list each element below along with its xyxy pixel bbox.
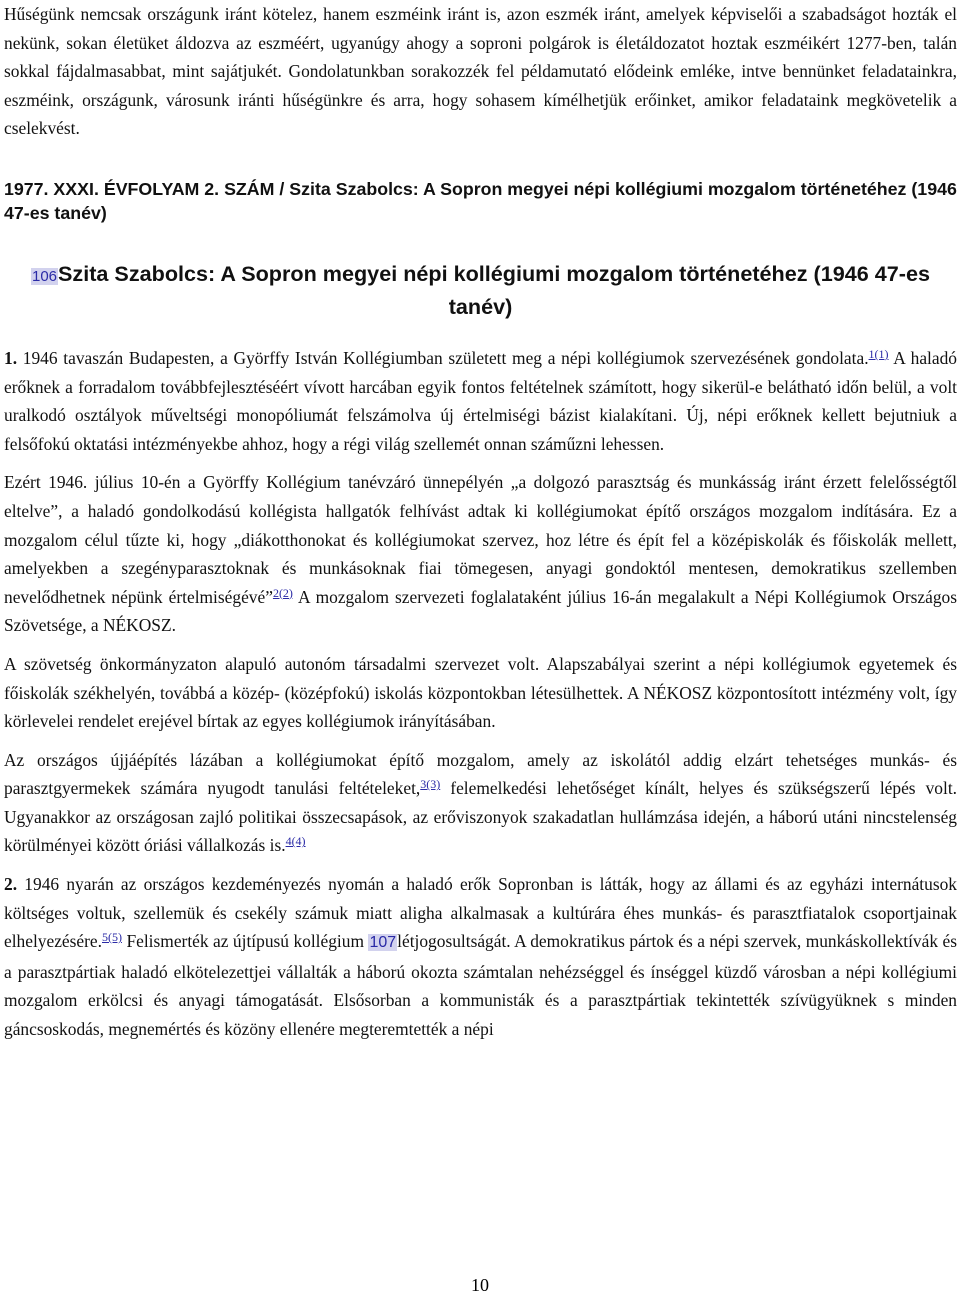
article-title: [4, 259, 957, 322]
paragraph-2-text-a: Ezért 1946. július 10-én a Györffy Kollégium tanévzáró ünnepélyén „a dolgozó parasztság és munkásság iránt érzett felelősségtől eltelve”, a haladó gondolkodású kollégista hallgatók felhívást adtak ki kollégiumokat építő országos mozgalom indítására. Ez a mozgalom célul tűzte ki, hogy „diákotthonokat és kollégiumokat szervez, hoz létre és épít fel a középiskolák és főiskolák mellett, amelyekben a szegényparasztoknak és munkásoknak fiai tömegesen, anyagi gondoktól mentesen, demokratikus szellemben nevelődhetnek népünk értelmiségévé”: [4, 472, 957, 607]
paragraph-1-text-b: A haladó erőknek a forradalom továbbfejlesztéséért vívott harcában egyik fontos feltételnek számított, hogy sikerül-e belátható időn belül, a volt uralkodó osztályok műveltségi monopóliumát felszámolva új értelmiségi bázist kialakítani. Új, népi erőknek kellett bejutniuk a felsőfokú oktatási intézményekbe ahhoz, hogy a régi világ szellemét onnan száműzni lehessen.: [4, 347, 957, 454]
footnote-link-2[interactable]: 2(2): [272, 585, 293, 600]
paragraph-1-text-a: 1946 tavaszán Budapesten, a Györffy István Kollégiumban született meg a népi kollégiumok szervezésének gondolata.: [17, 347, 869, 368]
footnote-link-3[interactable]: 3(3): [420, 777, 441, 792]
paragraph-2: [4, 468, 957, 640]
page-number: 10: [471, 1275, 489, 1295]
page-marker-107: 107: [369, 934, 397, 952]
footnote-link-5[interactable]: 5(5): [102, 930, 122, 945]
paragraph-5-text-b: Felismerték az újtípusú kollégium: [122, 931, 369, 952]
section-number-2: 2.: [4, 874, 18, 895]
paragraph-1: [4, 344, 957, 458]
paragraph-5: [4, 870, 957, 1044]
article-title-text: Szita Szabolcs: A Sopron megyei népi kollégiumi mozgalom történetéhez (1946 47-es tanév): [58, 260, 930, 319]
intro-paragraph: Hűségünk nemcsak országunk iránt kötelez, hanem eszméink iránt is, azon eszmék iránt, amelyek képviselői a szabadságot hozták el nekünk, sokan életüket áldozva az eszméért, ugyanúgy ahogy a soproni polgárok is életáldozatot hoztak eszméikért 1277-ben, talán sokkal fájdalmasabbat, mint sajátjukét. Gondolatunkban sorakozzék fel példamutató elődeink emléke, intve bennünket feladatainkra, eszméink, országunk, városunk iránti hűségünkre és arra, hogy sohasem kímélhetjük erőinket, amikor feladataink megkövetelik a cselekvést.: [4, 4, 957, 139]
footnote-link-4[interactable]: 4(4): [285, 834, 306, 849]
paragraph-5-text-c: létjogosultságát. A demokratikus pártok és a népi szervek, munkáskollektívák és a parasztpártiak haladó elkötelezettjei vállalták a háború okozta számtalan nehézséggel és ínséggel küzdő városban a népi kollégiumi mozgalom erkölcsi és anyagi támogatását. Elsősorban a kommunisták és a parasztpártiak tekintették szívügyüknek s minden gáncsoskodás, megnemértés és közöny ellenére megteremtették a népi: [4, 931, 957, 1040]
paragraph-5-text-a: 1946 nyarán az országos kezdeményezés nyomán a haladó erők Sopronban is látták, hogy az állami és az egyházi internátusok költséges voltuk, szellemük és csekély számuk miatt aligha alkalmasak a kultúrára éhes munkás- és parasztfiatalok csoportjainak elhelyezésére.: [4, 874, 957, 952]
issue-heading: 1977. XXXI. ÉVFOLYAM 2. SZÁM / Szita Szabolcs: A Sopron megyei népi kollégiumi mozgalom történetéhez (1946 47-es tanév): [4, 178, 957, 223]
document-page: [4, 0, 957, 1054]
footnote-link-1[interactable]: 1(1): [868, 346, 889, 361]
paragraph-4: [4, 746, 957, 860]
paragraph-4-text-b: felemelkedési lehetőséget kínált, helyes és szükségszerű lépés volt. Ugyanakkor az országosan zajló politikai összecsapások, az erőviszonyok szakadatlan hullámzása idején, a háború utáni nincstelenség körülményei között óriási vállalkozás is.: [4, 778, 957, 856]
paragraph-3: A szövetség önkormányzaton alapuló autonóm társadalmi szervezet volt. Alapszabályai szerint a népi kollégiumok egyetemek és főiskolák székhelyén, továbbá a közép- (középfokú) iskolás központokban létesülhettek. A NÉKOSZ központosított intézmény volt, így körlevelei rendelet erejével bírtak az egyes kollégiumok irányításában.: [4, 653, 957, 732]
page-marker-106: 106: [32, 267, 58, 285]
paragraph-2-text-b: A mozgalom szervezeti foglalataként július 16-án megalakult a Népi Kollégiumok Országos Szövetsége, a NÉKOSZ.: [4, 586, 958, 636]
paragraph-4-text-a: Az országos újjáépítés lázában a kollégiumokat építő mozgalom, amely az iskolától addig elzárt tehetséges munkás- és parasztgyermekek számára nyugodt tanulási feltételeket,: [4, 749, 957, 799]
section-number-1: 1.: [4, 347, 18, 368]
